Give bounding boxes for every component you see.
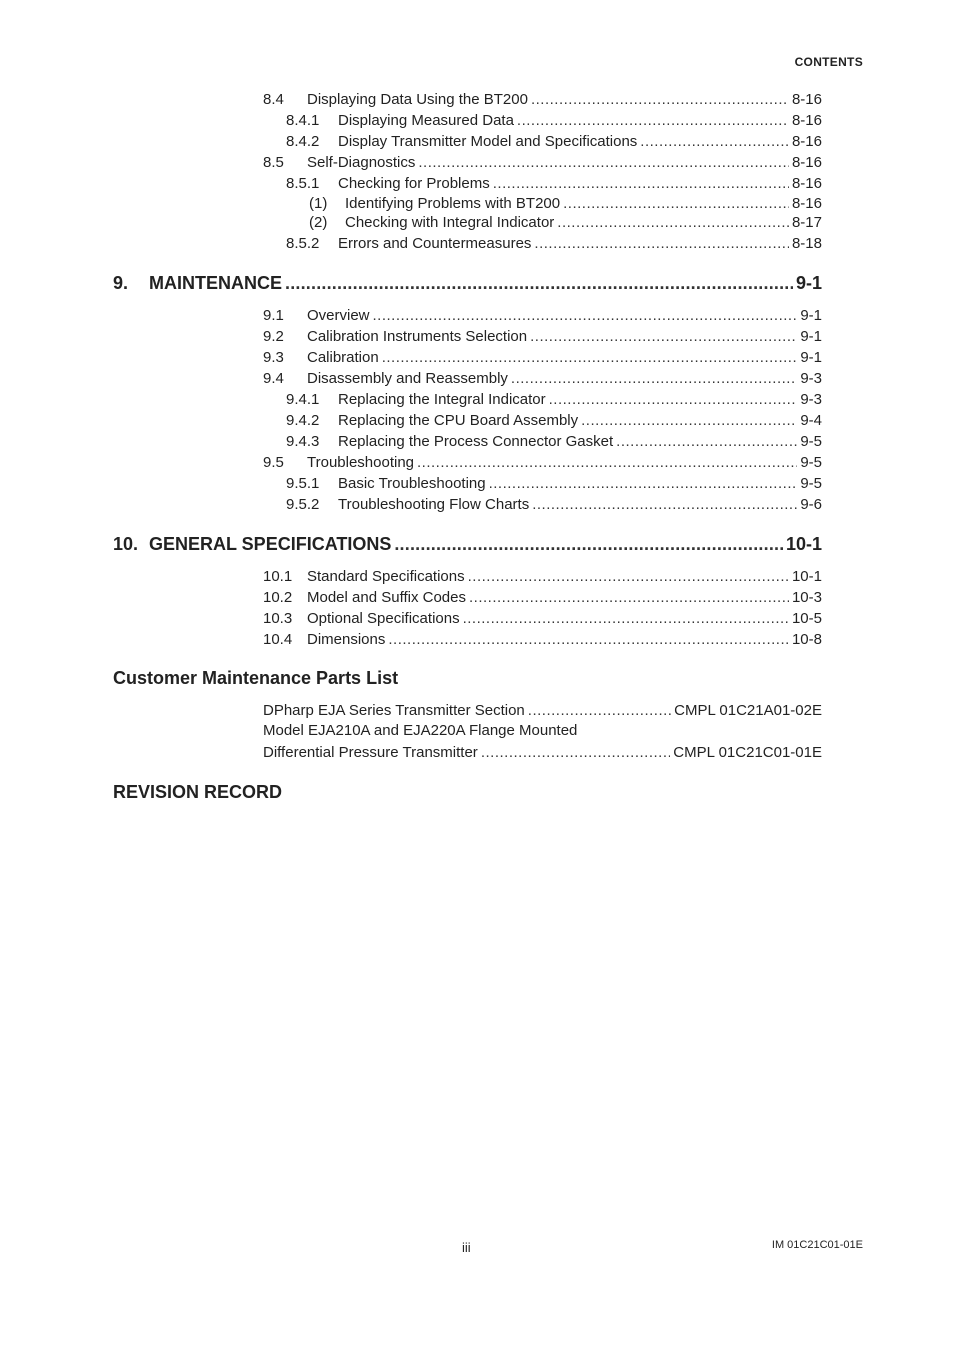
entry-title: Troubleshooting Flow Charts — [338, 496, 530, 513]
parts-list-heading: Customer Maintenance Parts List — [113, 668, 399, 688]
chapter-page: 9-1 — [795, 273, 822, 293]
entry-number: 9.4.3 — [286, 433, 320, 450]
entry-page: 9-1 — [800, 328, 822, 345]
chapter-page: 10-1 — [785, 534, 822, 554]
entry-title: Overview — [307, 307, 370, 324]
entry-title: Standard Specifications — [307, 568, 465, 585]
entry-page: 8-16 — [791, 154, 822, 171]
dot-leader — [388, 631, 789, 649]
toc-entry[interactable] — [263, 628, 822, 649]
entry-number: 9.5.1 — [286, 475, 320, 492]
entry-number: 10.3 — [263, 610, 293, 627]
entry-page: 9-6 — [800, 496, 822, 513]
entry-number: 9.2 — [263, 328, 284, 345]
toc-entry[interactable] — [286, 109, 822, 130]
entry-page: 8-16 — [791, 175, 822, 192]
entry-title: Identifying Problems with BT200 — [345, 195, 561, 212]
entry-number: 8.4 — [263, 91, 284, 108]
dot-leader — [469, 589, 789, 607]
dot-leader — [418, 154, 789, 172]
entry-page: CMPL 01C21C01-01E — [673, 744, 822, 761]
dot-leader — [532, 496, 797, 514]
dot-leader — [530, 328, 797, 346]
dot-leader — [511, 370, 797, 388]
toc-entry[interactable] — [286, 388, 822, 409]
toc-entry[interactable] — [263, 367, 822, 388]
toc-entry[interactable] — [286, 130, 822, 151]
entry-title: Self-Diagnostics — [307, 154, 416, 171]
entry-number: 10.2 — [263, 589, 293, 606]
dot-leader — [382, 349, 798, 367]
entry-title: Checking for Problems — [338, 175, 490, 192]
entry-title: Troubleshooting — [307, 454, 415, 471]
toc-entry[interactable] — [309, 192, 822, 213]
entry-page: 10-5 — [791, 610, 822, 627]
entry-page: 9-4 — [800, 412, 822, 429]
entry-number: (2) — [309, 214, 328, 231]
dot-leader — [493, 175, 789, 193]
toc-entry[interactable] — [263, 346, 822, 367]
entry-number: (1) — [309, 195, 328, 212]
parts-entry[interactable] — [263, 741, 822, 762]
entry-page: 9-1 — [800, 349, 822, 366]
entry-number: 9.5.2 — [286, 496, 320, 513]
entry-title: Dimensions — [307, 631, 386, 648]
entry-number: 9.5 — [263, 454, 284, 471]
entry-title: DPharp EJA Series Transmitter Section — [263, 702, 525, 719]
dot-leader — [549, 391, 798, 409]
entry-title: Displaying Measured Data — [338, 112, 514, 129]
chapter-number: 10. — [113, 534, 139, 554]
entry-page: 10-8 — [791, 631, 822, 648]
toc-entry[interactable] — [263, 88, 822, 109]
entry-number: 8.5.1 — [286, 175, 320, 192]
entry-page: 8-17 — [791, 214, 822, 231]
dot-leader — [463, 610, 789, 628]
toc-entry[interactable] — [309, 211, 822, 232]
toc-entry[interactable] — [286, 409, 822, 430]
entry-page: CMPL 01C21A01-02E — [674, 702, 822, 719]
entry-number: 8.5 — [263, 154, 284, 171]
toc-entry[interactable] — [263, 151, 822, 172]
entry-number: 9.3 — [263, 349, 284, 366]
chapter-entry[interactable] — [113, 531, 822, 555]
toc-entry[interactable] — [263, 586, 822, 607]
toc-entry[interactable] — [286, 172, 822, 193]
entry-number: 8.5.2 — [286, 235, 320, 252]
dot-leader — [528, 702, 671, 720]
entry-number: 8.4.2 — [286, 133, 320, 150]
toc-entry[interactable] — [263, 325, 822, 346]
chapter-title: GENERAL SPECIFICATIONS — [149, 534, 392, 554]
entry-number: 9.4.1 — [286, 391, 320, 408]
toc-entry[interactable] — [286, 232, 822, 253]
toc-entry[interactable] — [263, 451, 822, 472]
dot-leader — [640, 133, 789, 151]
dot-leader — [481, 744, 670, 762]
dot-leader — [373, 307, 798, 325]
document-id: IM 01C21C01-01E — [771, 1239, 863, 1251]
dot-leader — [616, 433, 797, 451]
entry-title: Model and Suffix Codes — [307, 589, 466, 606]
dot-leader — [557, 214, 789, 232]
entry-page: 8-16 — [791, 112, 822, 129]
entry-title: Errors and Countermeasures — [338, 235, 532, 252]
entry-page: 8-16 — [791, 133, 822, 150]
dot-leader — [534, 235, 789, 253]
entry-title: Displaying Data Using the BT200 — [307, 91, 528, 108]
entry-title: Display Transmitter Model and Specifications — [338, 133, 638, 150]
entry-title: Replacing the CPU Board Assembly — [338, 412, 579, 429]
entry-page: 10-3 — [791, 589, 822, 606]
entry-title: Calibration — [307, 349, 379, 366]
toc-entry[interactable] — [286, 472, 822, 493]
entry-number: 9.1 — [263, 307, 284, 324]
entry-title: Replacing the Process Connector Gasket — [338, 433, 614, 450]
dot-leader — [417, 454, 797, 472]
entry-number: 10.1 — [263, 568, 293, 585]
dot-leader — [394, 533, 783, 555]
entry-number: 9.4.2 — [286, 412, 320, 429]
entry-page: 9-3 — [800, 391, 822, 408]
toc-entry[interactable] — [263, 565, 822, 586]
dot-leader — [489, 475, 798, 493]
entry-page: 8-16 — [791, 91, 822, 108]
entry-title: Optional Specifications — [307, 610, 460, 627]
entry-number: 10.4 — [263, 631, 293, 648]
entry-page: 9-5 — [800, 433, 822, 450]
entry-title: Calibration Instruments Selection — [307, 328, 528, 345]
dot-leader — [285, 272, 793, 294]
entry-page: 10-1 — [791, 568, 822, 585]
entry-page: 9-3 — [800, 370, 822, 387]
chapter-number: 9. — [113, 273, 129, 293]
toc-entry[interactable] — [263, 304, 822, 325]
chapter-title: MAINTENANCE — [149, 273, 282, 293]
entry-title: Replacing the Integral Indicator — [338, 391, 546, 408]
toc-entry[interactable] — [263, 607, 822, 628]
dot-leader — [581, 412, 797, 430]
chapter-entry[interactable] — [113, 270, 822, 294]
dot-leader — [517, 112, 789, 130]
entry-page: 9-5 — [800, 454, 822, 471]
entry-page: 8-18 — [791, 235, 822, 252]
toc-entry[interactable] — [286, 430, 822, 451]
entry-number: 9.4 — [263, 370, 284, 387]
entry-page: 9-5 — [800, 475, 822, 492]
revision-record-heading: REVISION RECORD — [113, 782, 283, 802]
dot-leader — [468, 568, 789, 586]
entry-page: 8-16 — [791, 195, 822, 212]
entry-title: Checking with Integral Indicator — [345, 214, 555, 231]
parts-entry-line: Model EJA210A and EJA220A Flange Mounted — [263, 722, 578, 739]
page-number: iii — [462, 1240, 471, 1255]
dot-leader — [531, 91, 789, 109]
entry-title: Basic Troubleshooting — [338, 475, 486, 492]
entry-number: 8.4.1 — [286, 112, 320, 129]
parts-entry[interactable] — [263, 699, 822, 720]
entry-title: Differential Pressure Transmitter — [263, 744, 478, 761]
running-header: CONTENTS — [794, 55, 863, 69]
entry-title: Disassembly and Reassembly — [307, 370, 508, 387]
entry-page: 9-1 — [800, 307, 822, 324]
toc-entry[interactable] — [286, 493, 822, 514]
